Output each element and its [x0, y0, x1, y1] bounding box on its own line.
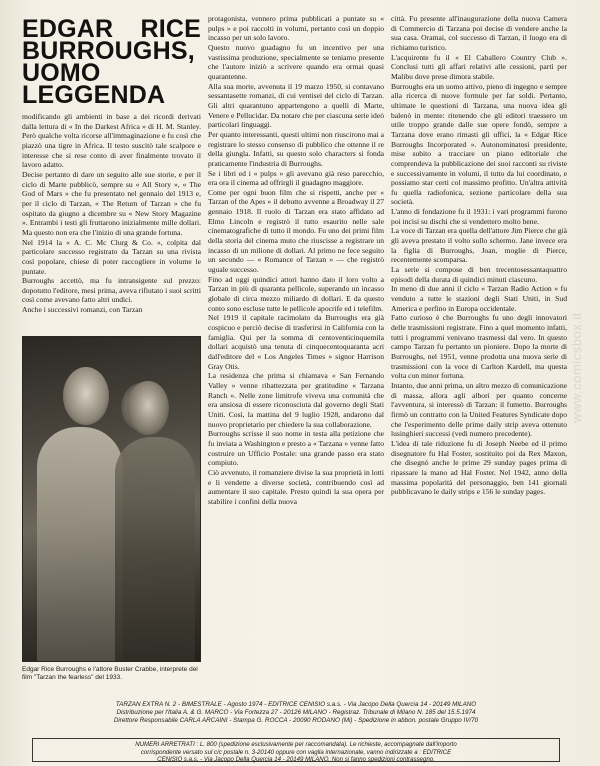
imprint-line: TARZAN EXTRA N. 2 - BIMESTRALE - Agosto 1974 - EDITRICE CENISIO s.a.s. - Via Jacopo Della Quercia 14 - 20149 MILANO	[115, 701, 477, 708]
paragraph: Burroughs scrisse il suo nome in testa alla petizione che fu inviata a Washington e presto a « Tarzana » venne fatto costruire un Ufficio Postale: una grande passo era stato compiuto.	[208, 429, 384, 468]
paragraph: modificando gli ambienti in base a dei ricordi derivati dalla lettura di « In the Darkest Africa » di H. M. Stanley. Però qualche volta ricorse all'immaginazione e fu così che piazzò una tigre in Africa. Il testo suscitò tale scalpore e interesse che si rese conto di aver finalmente trovato il lavoro adatto.	[22, 112, 201, 170]
paragraph: Questo nuovo guadagno fu un incentivo per una vastissima produzione, specialmente se teniamo presente che l'autore iniziò a scrivere quando era ormai quasi quarantenne.	[208, 42, 384, 81]
paragraph: protagonista, vennero prima pubblicati a puntate su « pulps » e poi raccolti in volumi, pertanto così un doppio incasso per un solo lavoro.	[208, 14, 384, 43]
imprint-line: Direttore Responsabile CARLA ARCAINI - Stampa G. ROCCA - 20090 RODANO (Mi) - Spedizione in abbon. postale Gruppo IV/70	[113, 717, 479, 725]
paragraph: Alla sua morte, avvenuta il 19 marzo 1950, si contavano sessantasette romanzi, di cui ventisei del ciclo di Tarzan. Gli altri quarantuno appartengono a quelli di Marte, Venere e Pellucidar. Da notare che per ciascuna serie ideò particolari linguaggi.	[208, 81, 384, 130]
paragraph: Per quanto interessanti, questi ultimi non riuscirono mai a registrare lo stesso consenso di pubblico che ottenne il re della giungla. Infatti, su questo solo characters si fonda praticamente l'industria di Burroughs.	[208, 129, 384, 168]
notice-line: CENISIO s.a.s. - Via Jacopo Della Quercia 14 - 20149 MILANO. Non si fanno spedizioni contrassegno.	[157, 756, 435, 764]
photo-caption: Edgar Rice Burroughs e l'attore Buster Crabbe, interprete del film "Tarzan the fearless" del 1933.	[22, 666, 198, 681]
paragraph: Fino ad oggi quindici attori hanno dato il loro volto a Tarzan in più di quaranta pellicole, superando un incasso globale di circa mezzo miliardo di dollari. E da questo conto sono escluse tutte le pellicole apocrife ed i telefilm.	[208, 274, 384, 313]
figure-crabbe	[115, 437, 195, 662]
paragraph: Anche i successivi romanzi, con Tarzan	[22, 305, 143, 315]
burroughs-crabbe-photo	[22, 336, 201, 662]
paragraph: La serie si compose di ben trecentosessantaquattro episodi della durata di quindici minuti ciascuno.	[391, 265, 567, 284]
paragraph: Burroughs accettò, ma fu intransigente sul prezzo: dopotutto l'editore, mesi prima, aveva rifiutato i suoi scritti così come avevano fatto altri undici.	[22, 276, 201, 305]
head-burroughs	[63, 367, 109, 425]
paragraph: La voce di Tarzan era quella dell'attore Jim Pierce che già gli aveva prestato il volto sullo schermo. Jane invece era la figlia di Burroughs, Joan, moglie di Pierce, recentemente scomparsa.	[391, 226, 567, 265]
paragraph: L'idea di tale riduzione fu di Joseph Neebe ed il primo disegnatore fu Hal Foster, sostituito poi da Rex Maxon, che disegnò anche le prime 29 sunday pages prima di ripassare la mano ad Hal Foster. Nel 1942, anno della massima popolarità del personaggio, ben 141 giornali pubblicavano le daily strips e 156 le sunday pages.	[391, 438, 567, 497]
paragraph: La residenza che prima si chiamava « San Fernando Valley » venne ribattezzata per gratitudine « Tarzana Ranch ». Nelle zone limitrofe viveva una comunità che era ansiosa di essere riconosciuta dal governo degli Stati Uniti. Così, la mattina del 9 luglio 1928, andarono dal nuovo proprietario per chiedere la sua collaborazione.	[208, 371, 384, 429]
publication-imprint	[26, 701, 566, 725]
paragraph: In meno di due anni il ciclo « Tarzan Radio Action » fu venduto a tutte le stazioni degli Stati Uniti, in Sud America e perfino in Europa occidentale.	[391, 284, 567, 313]
paragraph: Nel 1914 la « A. C. Mc Clurg & Co. », colpita dal particolare successo registrato da Tarzan su una rivista così popolare, chiese di poter raccogliere in volume le puntate.	[22, 237, 201, 276]
paragraph: L'acquirente fu il « El Caballero Country Club ». Conclusi tutti gli affari relativi alle cessioni, partì per Malibu dove prese dimora stabile.	[391, 52, 567, 81]
paragraph: Burroughs era un uomo attivo, pieno di ingegno e sempre alla ricerca di nuove formule per far soldi. Pertanto, ultimate le questioni di Tarzana, una nuova idea gli balenò in mente: ritenendo che gli editori traessero un utile troppo grande dalle sue opere fondò, sempre a Tarzana dove erano rimasti gli uffici, la « Edgar Rice Burroughs Incorporated ». Autonominatosi presidente, mise subito a tracciare un piano editoriale che comprendeva la pubblicazione dei suoi racconti su riviste e successivamente in volumi, il tutto da lui coordinato, e possiamo star certi col massimo profitto. Un'altra attività fu quella radiofonica, sezione particolare della sua società.	[391, 81, 567, 207]
paragraph: L'anno di fondazione fu il 1931: i vari programmi furono poi incisi su dischi che si vendettero molto bene.	[391, 207, 567, 226]
imprint-line: Distribuzione per l'Italia A. & G. MARCO - Via Fortezza 27 - 20126 MILANO - Registraz. Tribunale di Milano N. 185 del 15.5.1974	[116, 709, 476, 717]
paragraph: Se i libri ed i « pulps » gli avevano già reso parecchio, era ora il cinema ad offrirgli il guadagno maggiore.	[208, 168, 384, 188]
paragraph: Ciò avvenuto, il romanziere divise la sua proprietà in lotti e li vendette a diverse società, contribuendo così ad aumentare il suo capitale. Presto quindi la sua opera per stabilire i confini della nuova	[208, 467, 384, 506]
notice-line: corrispondente versato sul c/c postale n. 3-20140 oppure con vaglia internazionale, vanno indirizzate a : EDITRICE	[140, 748, 452, 756]
article-column-3	[391, 14, 567, 702]
head-crabbe	[127, 381, 169, 435]
paragraph: Nel 1919 il capitale racimolato da Burroughs era già cospicuo e perciò decise di trasferirsi in California con la famiglia. Qui per la somma di centoventicinquemila dollari acquistò una tenuta di cinquecentoquaranta acri dall'editore del « Los Angeles Times » signor Harrison Gray Otis.	[208, 313, 384, 371]
paragraph: Fatto curioso è che Burroughs fu uno degli innovatori delle trasmissioni registrate. Fino a quel momento infatti, tutti i programmi venivano trasmessi dal vero. In questo campo Tarzan fu pertanto un pioniere. Dopo la morte di Burroughs, nel 1951, venne prodotta una nuova serie di trasmissioni con la voce di Carlton Kardell, ma questa volta con minor fortuna.	[391, 313, 567, 381]
notice-line: NUMERI ARRETRATI : L. 800 (spedizione esclusivamente per raccomandata). Le richieste, accompagnate dall'importo	[135, 741, 457, 748]
paragraph: Intanto, due anni prima, un altro mezzo di comunicazione di massa, allora agli albori per quanto concerne l'avventura, si interessò di Tarzan: il fumetto. Burroughs firmò un contratto con la United Features Syndicate dopo che l'esperimento delle prime daily strip aveva ottenuto lusinghieri successi (vedi numero precedente).	[391, 380, 567, 439]
article-column-2	[208, 14, 384, 702]
article-headline: EDGAR RICE BURROUGHS, UOMO LEGGENDA	[22, 15, 201, 109]
paragraph: città. Fu presente all'inaugurazione della nuova Camera di Commercio di Tarzana poi decise di vendere anche la sua casa. Oramai, col successo di Tarzan, il luogo era di richiamo turistico.	[391, 14, 567, 52]
back-issues-notice	[32, 738, 560, 762]
paragraph: Decise pertanto di dare un seguito alle sue storie, e per il ciclo di Marte pubblicò, sempre su « All Story », « The God of Mars » che fu presentato nel gennaio del 1913 e, per il ciclo di Tarzan, « The Return of Tarzan » che fu ospitato da giugno a dicembre su « New Story Magazine ». Entrambi i testi gli fruttarono inizialmente mille dollari. Ma questo non era che l'inizio di una grande fortuna.	[22, 169, 201, 237]
paragraph: Come per ogni buon film che si rispetti, anche per « Tarzan of the Apes » il debutto avvenne a Broadway il 27 gennaio 1918. Il ruolo di Tarzan era stato affidato ad Elmo Lincoln e registrò il tutto esaurito nelle sale cinematografiche di tutto il mondo. Fu uno dei primi film della storia del cinema muto che riuscisse a registrare un incasso di un milione di dollari. Al primo ne fece seguito un secondo — « Romance of Tarzan » — che registrò uguale successo.	[208, 187, 384, 275]
site-watermark: www.comicsbox.it	[569, 312, 585, 423]
figure-burroughs	[37, 427, 123, 662]
